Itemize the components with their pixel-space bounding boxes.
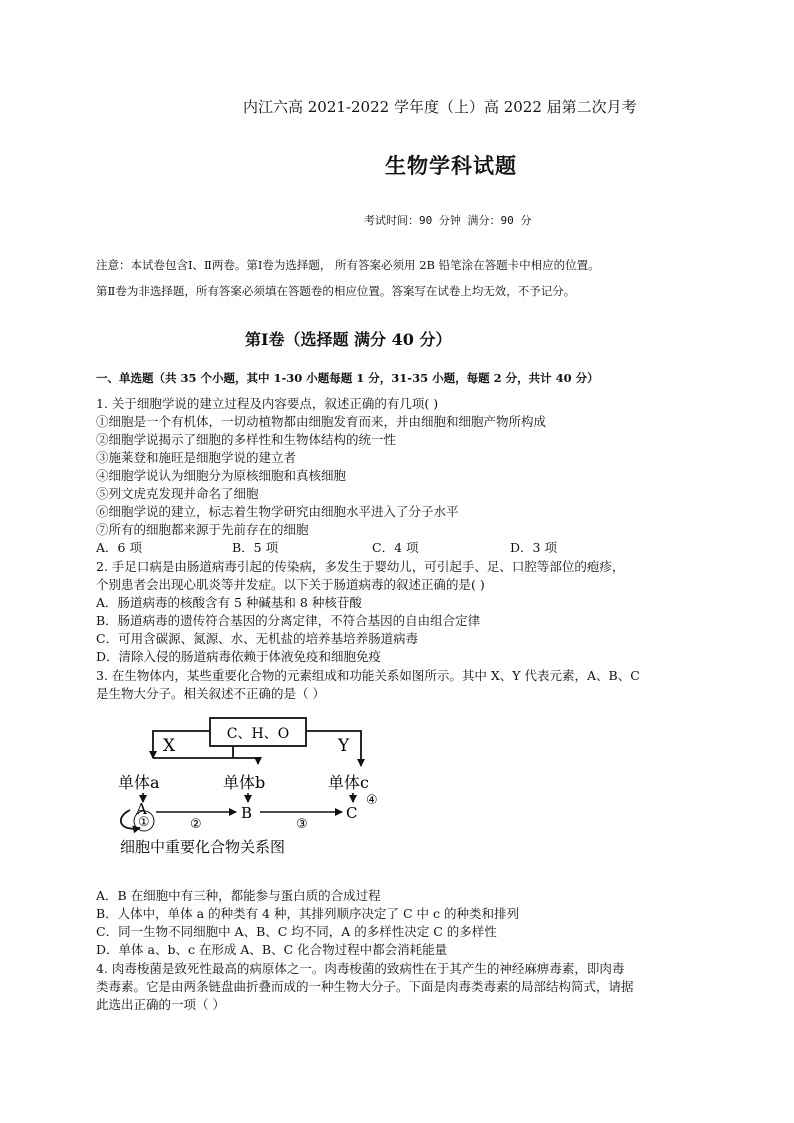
q1-item: ④细胞学说认为细胞分为原核细胞和真核细胞 <box>96 468 347 483</box>
x-label: X <box>163 736 176 756</box>
notice-line-2: 第Ⅱ卷为非选择题，所有答案必须填在答题卷的相应位置。答案写在试卷上均无效，不予记分。 <box>96 284 576 298</box>
q2-stem-line-1: 2. 手足口病是由肠道病毒引起的传染病，多发生于婴幼儿，可引起手、足、口腔等部位的疱疹， <box>96 559 625 574</box>
node-a: A <box>136 800 147 818</box>
notice-line-1: 注意：本试卷包含Ⅰ、Ⅱ两卷。第Ⅰ卷为选择题， 所有答案必须用 2B 铅笔涂在答题卡中相应的位置。 <box>96 258 600 272</box>
q2-option-b: B．肠道病毒的遗传符合基因的分离定律，不符合基因的自由组合定律 <box>96 613 481 628</box>
arrow-to-monomer-a <box>153 731 210 758</box>
q2-stem-line-2: 个别患者会出现心肌炎等并发症。以下关于肠道病毒的叙述正确的是( ) <box>96 577 485 592</box>
q3-option-b: B．人体中，单体 a 的种类有 4 种，其排列顺序决定了 C 中 c 的种类和排列 <box>96 906 519 921</box>
compound-relationship-diagram <box>108 714 408 864</box>
school-exam-line: 内江六高 2021-2022 学年度（上）高 2022 届第二次月考 <box>243 98 637 116</box>
y-label: Y <box>338 736 350 756</box>
q3-option-d: D．单体 a、b、c 在形成 A、B、C 化合物过程中都会消耗能量 <box>96 942 448 957</box>
exam-info: 考试时间：90 分钟 满分：90 分 <box>364 214 532 227</box>
monomer-c-label: 单体c <box>328 773 369 792</box>
q2-option-a: A．肠道病毒的核酸含有 5 种碱基和 8 种核苷酸 <box>96 595 362 610</box>
q3-stem-line-2: 是生物大分子。相关叙述不正确的是（ ） <box>96 686 325 701</box>
part1-title: 第Ⅰ卷（选择题 满分 40 分） <box>245 330 452 349</box>
q2-option-c: C．可用含碳源、氮源、水、无机盐的培养基培养肠道病毒 <box>96 631 419 646</box>
q4-stem-line-1: 4. 肉毒梭菌是致死性最高的病原体之一。肉毒梭菌的致病性在于其产生的神经麻痹毒素，即肉毒 <box>96 961 625 976</box>
q1-option-a: A．6 项 <box>96 540 142 555</box>
q1-item: ②细胞学说揭示了细胞的多样性和生物体结构的统一性 <box>96 432 397 447</box>
q2-option-d: D．清除入侵的肠道病毒依赖于体液免疫和细胞免疫 <box>96 649 382 664</box>
q1-item: ③施莱登和施旺是细胞学说的建立者 <box>96 450 297 465</box>
subject-title: 生物学科试题 <box>385 153 517 178</box>
q4-stem-line-3: 此选出正确的一项（ ） <box>96 997 225 1012</box>
q3-option-c: C．同一生物不同细胞中 A、B、C 均不同，A 的多样性决定 C 的多样性 <box>96 924 497 939</box>
q1-stem: 1. 关于细胞学说的建立过程及内容要点，叙述正确的有几项( ) <box>96 396 439 411</box>
elements-box-label: C、H、O <box>226 726 290 742</box>
q4-stem-line-2: 类毒素。它是由两条链盘曲折叠而成的一种生物大分子。下面是肉毒类毒素的局部结构简式，请据 <box>96 979 634 994</box>
arrow-to-monomer-c <box>306 731 361 766</box>
step-3: ③ <box>296 817 308 832</box>
arrow-to-monomer-b <box>153 758 258 764</box>
q1-item: ①细胞是一个有机体，一切动植物都由细胞发育而来，并由细胞和细胞产物所构成 <box>96 414 547 429</box>
q3-stem-line-1: 3. 在生物体内，某些重要化合物的元素组成和功能关系如图所示。其中 X、Y 代表元素，A、B、C <box>96 668 640 683</box>
q1-option-c: C．4 项 <box>372 540 419 555</box>
q1-item: ⑤列文虎克发现并命名了细胞 <box>96 486 259 501</box>
node-c: C <box>346 804 358 822</box>
section1-title: 一、单选题（共 35 个小题，其中 1-30 小题每题 1 分，31-35 小题，每题 2 分，共计 40 分） <box>96 371 599 385</box>
diagram-caption: 细胞中重要化合物关系图 <box>120 838 286 856</box>
q1-item: ⑦所有的细胞都来源于先前存在的细胞 <box>96 522 309 537</box>
q1-option-d: D．3 项 <box>510 540 557 555</box>
step-4: ④ <box>366 793 378 808</box>
monomer-b-label: 单体b <box>223 773 266 792</box>
q3-option-a: A．B 在细胞中有三种，都能参与蛋白质的合成过程 <box>96 888 381 903</box>
q1-item: ⑥细胞学说的建立，标志着生物学研究由细胞水平进入了分子水平 <box>96 504 459 519</box>
step-2: ② <box>190 817 202 832</box>
monomer-a-label: 单体a <box>118 773 160 792</box>
node-b: B <box>241 804 253 822</box>
step-1: ① <box>138 815 150 830</box>
q1-option-b: B．5 项 <box>232 540 279 555</box>
